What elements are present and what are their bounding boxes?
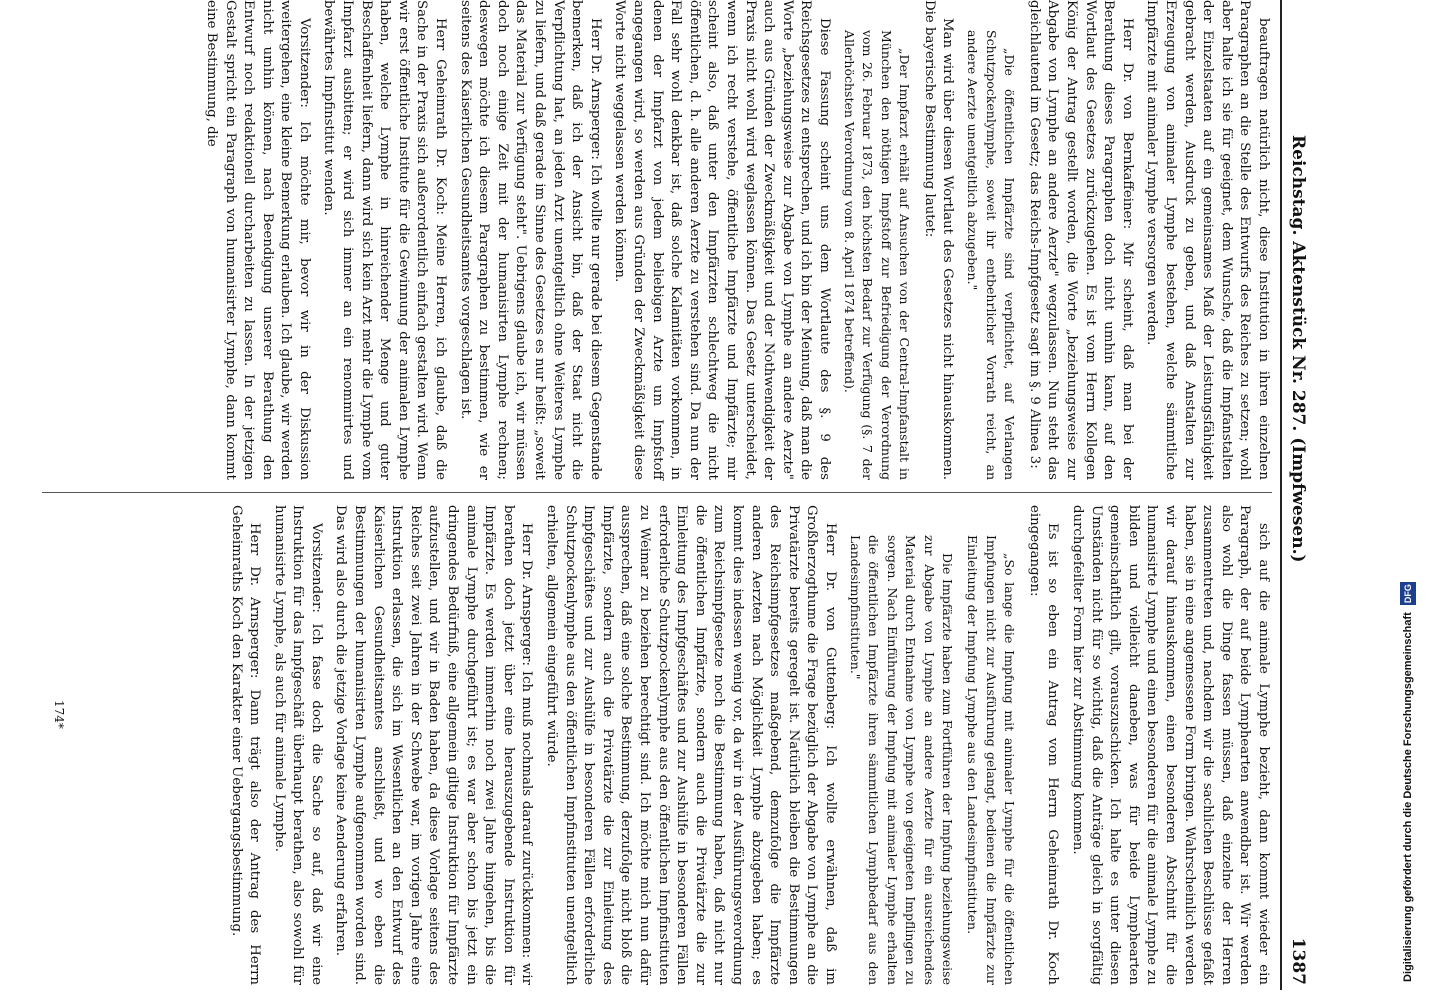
credit-text: Digitalisierung gefördert durch die Deutsche Forschungsgemeinschaft <box>1402 612 1414 982</box>
text-column-right <box>220 505 1272 985</box>
credit-line <box>1400 0 1426 1000</box>
paragraph: sich auf die animale Lymphe bezieht, dann kommt wieder ein Paragraph, der auf beide Lymphearten anwendbar ist. Wir werden also wohl die Dinge fassen müssen, daß einzelne der Herren zusammentreten und, nachdem wir die sachlichen Beschlüsse gefaßt haben, sie in eine angemessene Form bringen. Wahrscheinlich werden wir darauf hinauskommen, einen besonderen Abschnitt für die humanisirte Lymphe und einen besonderen für die animale Lymphe zu bilden und vielleicht daneben, was für beide Lymphearten gemeinschaftlich gilt, vorauszuschicken. Ich halte es unter diesen Umständen nicht für so wichtig, daß die Anträge gleich in sorgfältig durchgefeilter Form hier zur Abstimmung kommen. <box>1070 505 1271 985</box>
rotated-page <box>6 0 1316 1000</box>
paragraph: Herr Dr. Arnsperger: Ich wollte nur gerade bei diesem Gegenstande bemerken, daß ich der Ansicht bin, daß der Staat nicht die Verpflichtung hat, an jeden Arzt unentgeltlich ohne Weiteres Lymphe zu liefern, und daß gerade im Sinne des Gesetzes es nur heißt: „soweit das Material zur Verfügung steht". Uebrigens glaube ich, wir müssen doch noch einige Zeit mit der humanisirten Lymphe rechnen; deswegen möchte ich diesem Paragraphen zu bestimmen, wie er seitens des Kaiserlichen Gesundheitsamtes vorgeschlagen ist. <box>457 0 603 480</box>
quotation: Die Impfärzte haben zum Fortführen der Impfung beziehungsweise zur Abgabe von Lymphe an andere Aerzte für ein ausreichendes Material durch Entnahme von Lymphe von geeigneten Impflingen zu sorgen. Nach Einführung der Impfung mit animaler Lymphe erhalten die öffentlichen Impfärzte ihren sämmtlichen Lymphbedarf aus den Landesimpfinstituten." <box>847 535 956 985</box>
page-number: 1387 <box>1288 937 1308 985</box>
paragraph: Vorsitzender: Ich möchte mir, bevor wir in der Diskussion weitergehen, eine kleine Bemerkung erlauben. Ich glaube, wir werden nicht umhin können, nach Beendigung unserer Berathung den Entwurf noch redaktionell durcharbeiten zu lassen. In der jetzigen Gestalt spricht ein Paragraph von humanisirter Lymphe, dann kommt eine Bestimmung, die <box>203 0 312 480</box>
paragraph: Diese Fassung scheint uns dem Wortlaute des §. 9 des Reichsgesetzes zu entsprechen, und ich bin der Meinung, daß man die Worte „beziehungsweise zur Abgabe von Lymphe an andere Aerzte" auch aus Gründen der Zweckmäßigkeit und der Nothwendigkeit der Praxis nicht wohl wird weglassen können. Das Gesetz unterscheidet, wenn ich recht verstehe, öffentliche Impfärzte und Impfärzte; mir scheint also, daß unter den Impfärzten schlechtweg die nicht öffentlichen, d. h. alle anderen Aerzte zu verstehen sind. Da nun der Fall sehr wohl denkbar ist, daß solche Kalamitäten vorkommen, in denen der Impfarzt von jedem beliebigen Arzte um Impfstoff angegangen wird, so werden aus Gründen der Zweckmäßigkeit diese Worte nicht weggelassen werden können. <box>612 0 832 480</box>
paragraph: Herr Dr. von Guttenberg: Ich wollte erwähnen, daß im Großherzogthume die Frage bezüglich der Abgabe von Lymphe an die Privatärzte bereits geregelt ist. Natürlich bleiben die Bestimmungen des Reichsimpfgesetzes maßgebend, demzufolge die Impfärzte anderen Aerzten nach Möglichkeit Lymphe abzugeben haben; es kommt dies indessen wenig vor, da wir in der Ausführungsverordnung zum Reichsimpfgesetze noch die Bestimmung haben, daß nicht nur die öffentlichen Impfärzte, sondern auch die Privatärzte die zur Einleitung des Impfgeschäftes und zur Aushülfe in besonderen Fällen erforderliche Schutzpockenlymphe aus den öffentlichen Impfinstituten zu Weimar zu beziehen berechtigt sind. Ich möchte mich nun dafür aussprechen, daß eine solche Bestimmung, derzufolge nicht bloß die Impfärzte, sondern auch die Privatärzte die zur Einleitung des Impfgeschäftes und zur Aushülfe in besonderen Fällen erforderliche Schutzpockenlymphe aus den öffentlichen Impfinstituten unentgeltlich erhielten, allgemein eingeführt würde. <box>544 505 838 985</box>
paragraph: Man wird über diesen Wortlaut des Gesetzes nicht hinauskommen. Die bayerische Bestimmung lautet: <box>921 0 956 480</box>
dfg-logo: DFG <box>1400 582 1416 605</box>
page-header <box>1282 55 1308 985</box>
quotation: „Der Impfarzt erhält auf Ansuchen von der Central-Impfanstalt in München den nöthigen Impfstoff zur Befriedigung der Verordnung vom 26. Februar 1873, den höchsten Bedarf zur Verfügung (§. 7 der Allerhöchsten Verordnung vom 8. April 1874 betreffend). <box>841 30 913 480</box>
paragraph: Herr Dr. Arnsperger: Dann trägt also der Antrag des Herrn Geheimraths Koch den Karakter einer Uebergangsbestimmung. <box>228 505 263 985</box>
digitization-credit <box>1400 0 1426 1000</box>
folio-signature: 174* <box>52 700 66 729</box>
quotation: „So lange die Impfung mit animaler Lymphe für die öffentlichen Impfungen nicht zur Ausführung gelangt, bedienen die Impfärzte zur Einleitung der Impfung Lymphe aus den Landesimpfinstituten. <box>965 535 1018 985</box>
paragraph: Es ist so eben ein Antrag vom Herrn Geheimrath Dr. Koch eingegangen: <box>1026 505 1061 985</box>
paragraph: Herr Geheimrath Dr. Koch: Meine Herren, ich glaube, daß die Sache in der Praxis sich außerordentlich einfach gestalten wird. Wenn wir erst öffentliche Institute für die Gewinnung der animalen Lymphe haben, welche Lymphe in hinreichender Menge und guter Beschaffenheit liefern, dann wird sich kein Arzt mehr die Lymphe vom Impfarzt ausbitten; er wird sich immer an ein renommirtes und bewährtes Impfinstitut wenden. <box>321 0 449 480</box>
paragraph: Herr Dr. von Bernkaffeiner: Mir scheint, daß man bei der Berathung dieses Paragraphen doch nicht umhin kann, auf den Wortlaut des Gesetzes zurückzugehen. Es ist vom Herrn Kollegen König der Antrag gestellt worden, die Worte „beziehungsweise zur Abgabe von Lymphe an andere Aerzte" wegzulassen. Nun steht das gleichlautend im Gesetz; das Reichs-Impfgesetz sagt im §. 9 Alinea 3: <box>1026 0 1135 480</box>
running-title: Reichstag. Aktenstück Nr. 287. (Impfwesen.) <box>1288 135 1308 563</box>
paragraph: Vorsitzender: Ich fasse doch die Sache so auf, daß wir eine Instruktion für das Impfgeschäft überhaupt berathen, also sowohl für humanisirte Lymphe, als auch für animale Lymphe. <box>271 505 324 985</box>
paragraph: Herr Dr. Arnsperger: Ich muß nochmals darauf zurückkommen: wir berathen doch jetzt über eine herauszugebende Instruktion für Impfärzte. Es werden immerhin noch zwei Jahre hingehen, bis die animale Lymphe durchgeführt ist; es war aber schon bis jetzt ein dringendes Bedürfniß, eine allgemein giltige Instruktion für Impfärzte aufzustellen, und wir in Baden haben, da diese Vorlage seitens des Reiches seit zwei Jahren in der Schwebe war, im vorigen Jahre eine Instruktion erlassen, die sich im Wesentlichen an den Entwurf des Kaiserlichen Gesundheitsamtes anschließt, und wo eben die Bestimmungen der humanisirten Lymphe aufgenommen worden sind. Das wird also durch die jetzige Vorlage keine Aenderung erfahren. <box>333 505 535 985</box>
quotation: „Die öffentlichen Impfärzte sind verpflichtet, auf Verlangen Schutzpockenlymphe, soweit ihr entbehrlicher Vorrath reicht, an andere Aerzte unentgeltlich abzugeben." <box>965 30 1018 480</box>
text-column-left <box>195 0 1272 480</box>
header-rule <box>1280 0 1282 990</box>
column-divider <box>42 492 1272 493</box>
paragraph: beauftragen natürlich nicht, diese Institution in ihren einzelnen Paragraphen an die Stelle des Entwurfs des Reiches zu setzen; wohl aber halte ich sie für geeignet, dem Wunsche, daß die Impfanstalten der Einzelstaaten auf ein gemeinsames Maß der Leistungsfähigkeit gebracht werden, Ausdruck zu geben, und daß Anstalten zur Erzeugung von animaler Lymphe bestehen, welche sämmtliche Impfärzte mit animaler Lymphe versorgen werden. <box>1144 0 1271 480</box>
